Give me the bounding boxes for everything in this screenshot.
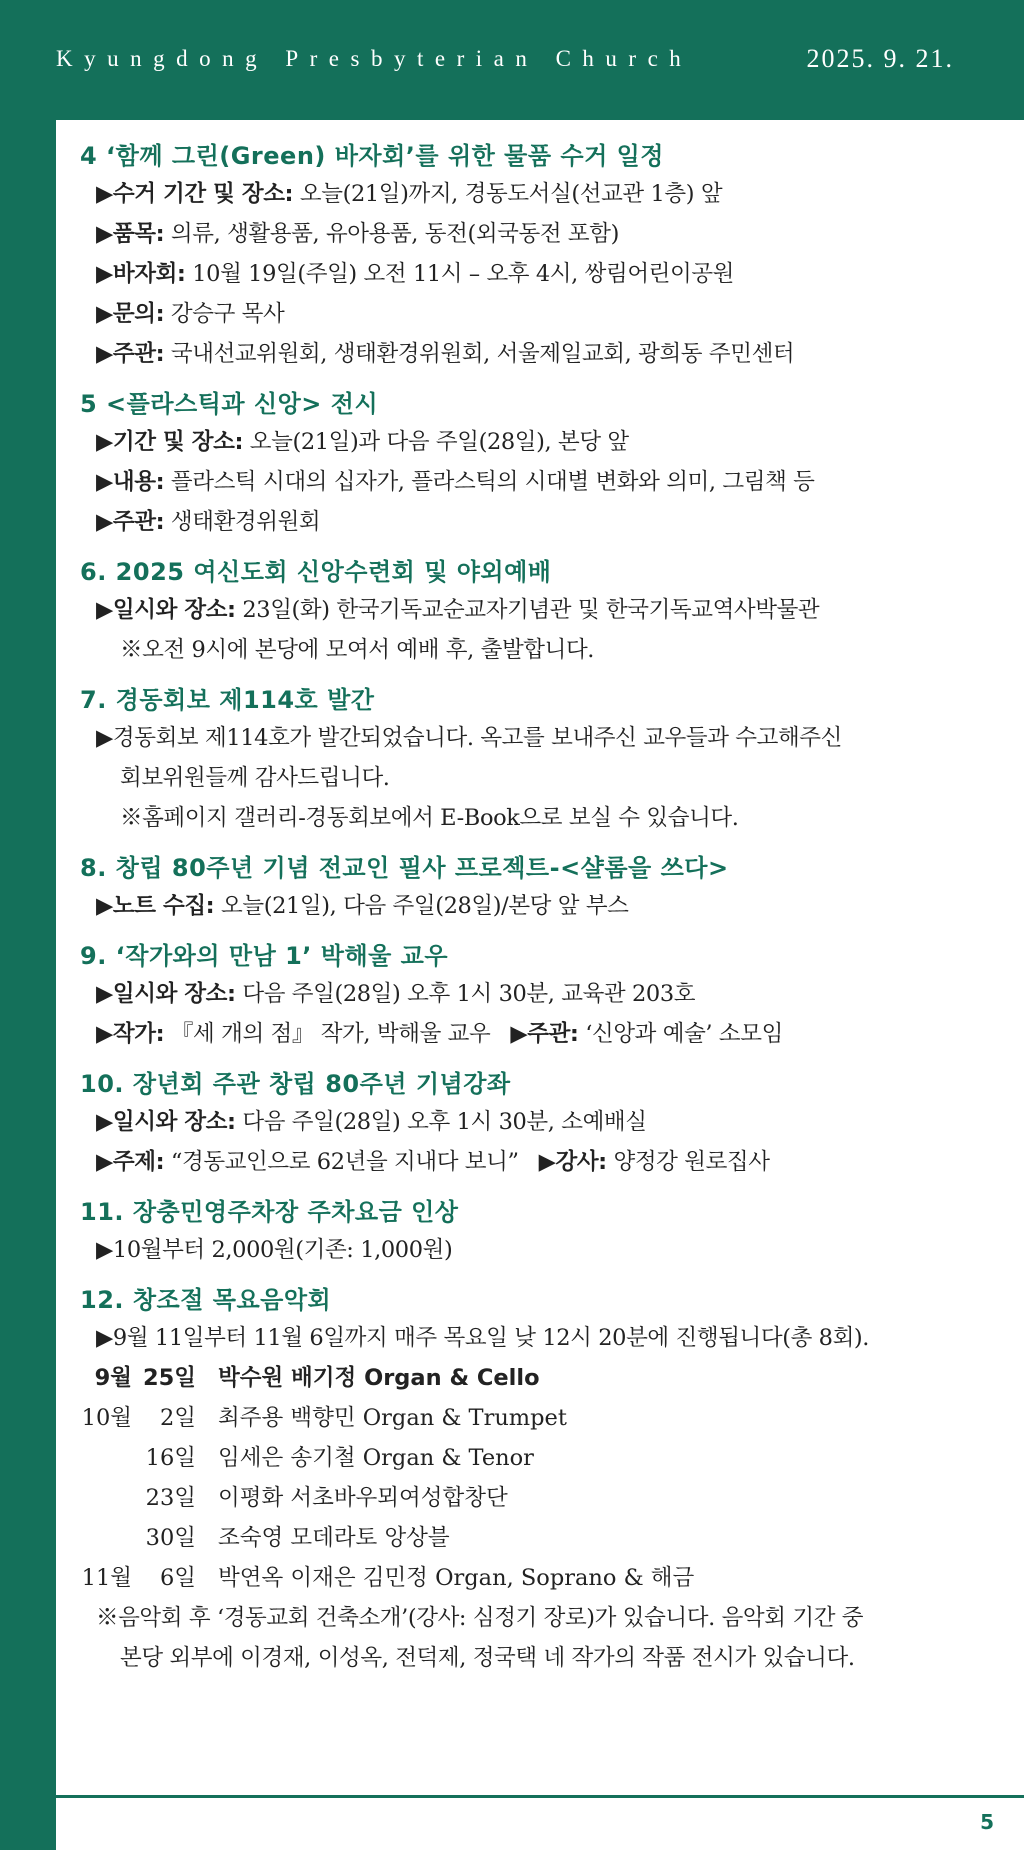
schedule-performers: 임세은 송기철 Organ & Tenor [218, 1445, 534, 1471]
bulletin-date: 2025. 9. 21. [806, 44, 954, 73]
section-title: 11. 장충민영주차장 주차요금 인상 [80, 1198, 459, 1226]
line-text: ※홈페이지 갤러리-경동회보에서 E-Book으로 보실 수 있습니다. [120, 805, 739, 831]
line-text: ▶경동회보 제114호가 발간되었습니다. 옥고를 보내주신 교우들과 수고해주신 [96, 725, 842, 751]
schedule-performers: 최주용 백향민 Organ & Trumpet [218, 1405, 567, 1431]
line-key: ▶주관: [510, 1021, 579, 1047]
announcement-section [80, 850, 1010, 926]
line-text: 양정강 원로집사 [606, 1149, 770, 1175]
bulletin-page [56, 120, 1024, 1850]
line-key: ▶주제: [96, 1149, 165, 1175]
line-text: ▶10월부터 2,000원(기존: 1,000원) [96, 1237, 453, 1263]
schedule-row [80, 1358, 1010, 1398]
announcement-line [80, 1230, 1010, 1270]
section-title: 12. 창조절 목요음악회 [80, 1286, 332, 1314]
line-key: ▶노트 수집: [96, 893, 215, 919]
schedule-performers: 박수원 배기정 Organ & Cello [218, 1365, 540, 1391]
line-key: ▶일시와 장소: [96, 597, 236, 623]
line-text: 다음 주일(28일) 오후 1시 30분, 소예배실 [235, 1109, 647, 1135]
line-text: 오늘(21일), 다음 주일(28일)/본당 앞 부스 [214, 893, 629, 919]
announcement-line [80, 1014, 1010, 1054]
line-key: ▶수거 기간 및 장소: [96, 181, 294, 207]
announcement-line [80, 758, 1010, 798]
schedule-row [80, 1398, 1010, 1438]
announcement-section [80, 1194, 1010, 1270]
concert-intro: ▶9월 11일부터 11월 6일까지 매주 목요일 낮 12시 20분에 진행됩니다(총 8회). [96, 1325, 870, 1351]
concert-section [80, 1282, 1010, 1678]
line-text: 의류, 생활용품, 유아용품, 동전(외국동전 포함) [164, 221, 619, 247]
announcement-line [80, 798, 1010, 838]
page-number: 5 [980, 1810, 994, 1834]
line-key: ▶강사: [538, 1149, 607, 1175]
announcements [80, 138, 1010, 1690]
line-text: 국내선교위원회, 생태환경위원회, 서울제일교회, 광희동 주민센터 [164, 341, 795, 367]
section-title: 5 <플라스틱과 신앙> 전시 [80, 390, 379, 418]
schedule-performers: 이평화 서초바우뫼여성합창단 [218, 1485, 508, 1511]
announcement-section [80, 554, 1010, 670]
schedule-row [80, 1518, 1010, 1558]
announcement-section [80, 938, 1010, 1054]
schedule-performers: 박연옥 이재은 김민정 Organ, Soprano & 해금 [218, 1565, 695, 1591]
section-title: 8. 창립 80주년 기념 전교인 필사 프로젝트-<샬롬을 쓰다> [80, 854, 729, 882]
line-text: 『세 개의 점』 작가, 박해울 교우 [164, 1021, 491, 1047]
church-name: Kyungdong Presbyterian Church [56, 46, 693, 71]
announcement-line [80, 422, 1010, 462]
line-text: 다음 주일(28일) 오후 1시 30분, 교육관 203호 [235, 981, 696, 1007]
line-key: ▶내용: [96, 469, 165, 495]
section-title: 10. 장년회 주관 창립 80주년 기념강좌 [80, 1070, 511, 1098]
line-text: “경동교인으로 62년을 지내다 보니” [164, 1149, 519, 1175]
announcement-line [80, 590, 1010, 630]
line-key: ▶일시와 장소: [96, 1109, 236, 1135]
header [0, 0, 1024, 120]
announcement-line [80, 718, 1010, 758]
schedule-day: 25일 [142, 1365, 196, 1391]
concert-note: ※음악회 후 ‘경동교회 건축소개’(강사: 심정기 장로)가 있습니다. 음악회 기간 중 [96, 1605, 864, 1631]
announcement-line [80, 630, 1010, 670]
line-key: ▶일시와 장소: [96, 981, 236, 1007]
schedule-performers: 조숙영 모데라토 앙상블 [218, 1525, 450, 1551]
announcement-line [80, 1142, 1010, 1182]
line-key: ▶주관: [96, 509, 165, 535]
section-title: 6. 2025 여신도회 신앙수련회 및 야외예배 [80, 558, 552, 586]
announcement-section [80, 1066, 1010, 1182]
announcement-line [80, 294, 1010, 334]
announcement-line [80, 502, 1010, 542]
announcement-line [80, 214, 1010, 254]
footer-divider [56, 1795, 1024, 1798]
line-text: 회보위원들께 감사드립니다. [120, 765, 390, 791]
line-key: ▶기간 및 장소: [96, 429, 244, 455]
schedule-month: 9월 [94, 1365, 132, 1391]
line-key: ▶바자회: [96, 261, 186, 287]
announcement-line [80, 1102, 1010, 1142]
section-title: 4 ‘함께 그린(Green) 바자회’를 위한 물품 수거 일정 [80, 142, 664, 170]
line-text: ※오전 9시에 본당에 모여서 예배 후, 출발합니다. [120, 637, 595, 663]
section-title: 9. ‘작가와의 만남 1’ 박해울 교우 [80, 942, 449, 970]
announcement-section [80, 682, 1010, 838]
section-title: 7. 경동회보 제114호 발간 [80, 686, 375, 714]
announcement-line [80, 174, 1010, 214]
announcement-line [80, 254, 1010, 294]
schedule-month: 10월 [81, 1405, 132, 1431]
line-text: 오늘(21일)과 다음 주일(28일), 본당 앞 [243, 429, 629, 455]
line-key: ▶작가: [96, 1021, 165, 1047]
line-text: 플라스틱 시대의 십자가, 플라스틱의 시대별 변화와 의미, 그림책 등 [164, 469, 815, 495]
line-key: ▶품목: [96, 221, 165, 247]
announcement-section [80, 138, 1010, 374]
schedule-day: 2일 [159, 1405, 196, 1431]
schedule-day: 23일 [145, 1485, 196, 1511]
line-text: 생태환경위원회 [164, 509, 321, 535]
announcement-line [80, 462, 1010, 502]
line-key: ▶주관: [96, 341, 165, 367]
line-text: 강승구 목사 [164, 301, 285, 327]
schedule-day: 16일 [145, 1445, 196, 1471]
schedule-month: 11월 [81, 1565, 132, 1591]
schedule-row [80, 1478, 1010, 1518]
announcement-line [80, 974, 1010, 1014]
announcement-section [80, 386, 1010, 542]
schedule-day: 30일 [145, 1525, 196, 1551]
line-key: ▶문의: [96, 301, 165, 327]
announcement-line [80, 334, 1010, 374]
line-text: ‘신앙과 예술’ 소모임 [578, 1021, 783, 1047]
schedule-row [80, 1558, 1010, 1598]
schedule-row [80, 1438, 1010, 1478]
line-text: 오늘(21일)까지, 경동도서실(선교관 1층) 앞 [293, 181, 723, 207]
schedule-day: 6일 [159, 1565, 196, 1591]
line-text: 10월 19일(주일) 오전 11시 – 오후 4시, 쌍림어린이공원 [185, 261, 734, 287]
concert-note: 본당 외부에 이경재, 이성옥, 전덕제, 정국택 네 작가의 작품 전시가 있습니다. [120, 1645, 855, 1671]
line-text: 23일(화) 한국기독교순교자기념관 및 한국기독교역사박물관 [235, 597, 820, 623]
announcement-line [80, 886, 1010, 926]
